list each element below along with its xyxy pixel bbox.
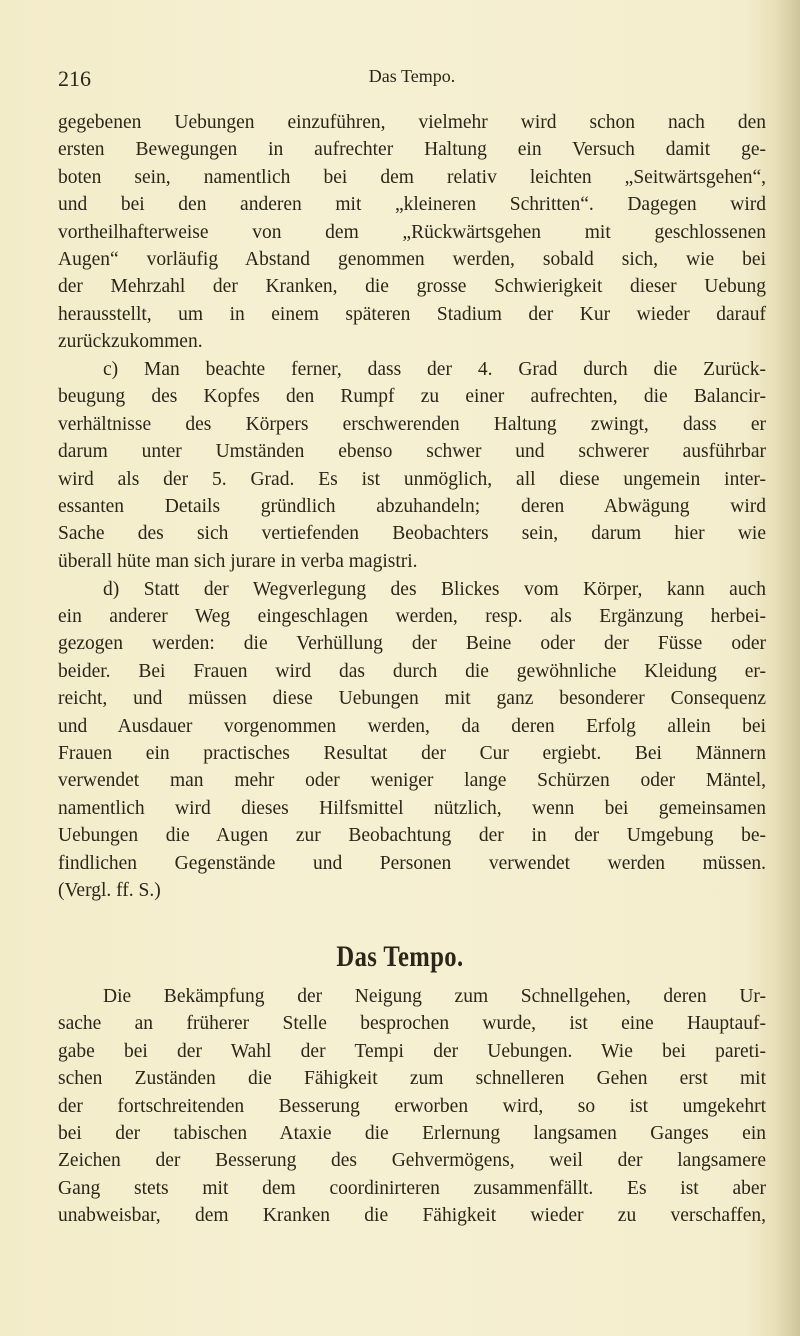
text-line: wird als der 5. Grad. Es ist unmöglich, all diese ungemein inter- [58,468,766,490]
text-line: herausstellt, um in einem späteren Stadium der Kur wieder darauf [58,303,766,325]
text-line: Frauen ein practisches Resultat der Cur ergiebt. Bei Männern [58,742,766,764]
text-line: c) Man beachte ferner, dass der 4. Grad durch die Zurück- [103,359,766,380]
text-line: gegebenen Uebungen einzuführen, vielmehr wird schon nach den [58,112,766,133]
page-number: 216 [58,66,91,91]
text-line: darum unter Umständen ebenso schwer und schwerer ausführbar [58,441,766,463]
text-line: essanten Details gründlich abzuhandeln; deren Abwägung wird [58,495,766,517]
text-line: Die Bekämpfung der Neigung zum Schnellgehen, deren Ur- [103,986,766,1007]
text-line: beugung des Kopfes den Rumpf zu einer aufrechten, die Balancir- [58,386,766,408]
text-line: ersten Bewegungen in aufrechter Haltung ein Versuch damit ge- [58,139,766,161]
text-line: schen Zuständen die Fähigkeit zum schnelleren Gehen erst mit [58,1068,766,1090]
paragraph-tempo [58,983,766,1230]
text-line: Sache des sich vertiefenden Beobachters sein, darum hier wie [58,523,766,545]
running-title: Das Tempo. [368,66,456,86]
paragraph-d [58,576,766,905]
text-line: verwendet man mehr oder weniger lange Schürzen oder Mäntel, [58,770,766,792]
text-line: gabe bei der Wahl der Tempi der Uebungen. Wie bei pareti- [58,1040,766,1062]
text-line: der Mehrzahl der Kranken, die grosse Schwierigkeit dieser Uebung [58,276,766,298]
paragraph-c [58,356,766,575]
section-heading: Das Tempo. [336,940,464,973]
text-line: Zeichen der Besserung des Gehvermögens, weil der langsamere [58,1150,766,1172]
text-line: Uebungen die Augen zur Beobachtung der in der Umgebung be- [58,825,766,847]
text-line: und bei den anderen mit „kleineren Schritten“. Dagegen wird [58,194,766,216]
text-line: ein anderer Weg eingeschlagen werden, resp. als Ergänzung herbei- [58,605,766,627]
text-line: und Ausdauer vorgenommen werden, da deren Erfolg allein bei [58,715,766,737]
text-line: zurückzukommen. [58,331,203,353]
paragraph-continuation [58,109,766,356]
text-line: Gang stets mit dem coordinirteren zusammenfällt. Es ist aber [58,1177,766,1199]
text-line: Augen“ vorläufig Abstand genommen werden, sobald sich, wie bei [58,248,766,270]
text-line: der fortschreitenden Besserung erworben wird, so ist umgekehrt [58,1095,766,1117]
text-line: bei der tabischen Ataxie die Erlernung langsamen Ganges ein [58,1122,766,1144]
text-line: (Vergl. ff. S.) [58,879,161,901]
text-line: überall hüte man sich jurare in verba magistri. [58,550,418,572]
text-line: namentlich wird dieses Hilfsmittel nützlich, wenn bei gemeinsamen [58,797,766,819]
text-line: d) Statt der Wegverlegung des Blickes vom Körper, kann auch [103,578,766,600]
text-line: reicht, und müssen diese Uebungen mit ganz besonderer Consequenz [58,688,766,710]
text-line: beider. Bei Frauen wird das durch die gewöhnliche Kleidung er- [58,660,766,682]
text-line: findlichen Gegenstände und Personen verwendet werden müssen. [58,852,766,874]
text-line: vortheilhafterweise von dem „Rückwärtsgehen mit geschlossenen [58,221,766,243]
text-line: boten sein, namentlich bei dem relativ leichten „Seitwärtsgehen“, [58,166,766,188]
text-line: sache an früherer Stelle besprochen wurde, ist eine Hauptauf- [58,1013,766,1035]
text-line: unabweisbar, dem Kranken die Fähigkeit wieder zu verschaffen, [58,1205,766,1227]
running-header [58,64,766,94]
text-line: verhältnisse des Körpers erschwerenden Haltung zwingt, dass er [58,413,766,435]
text-line: gezogen werden: die Verhüllung der Beine oder der Füsse oder [58,633,766,655]
